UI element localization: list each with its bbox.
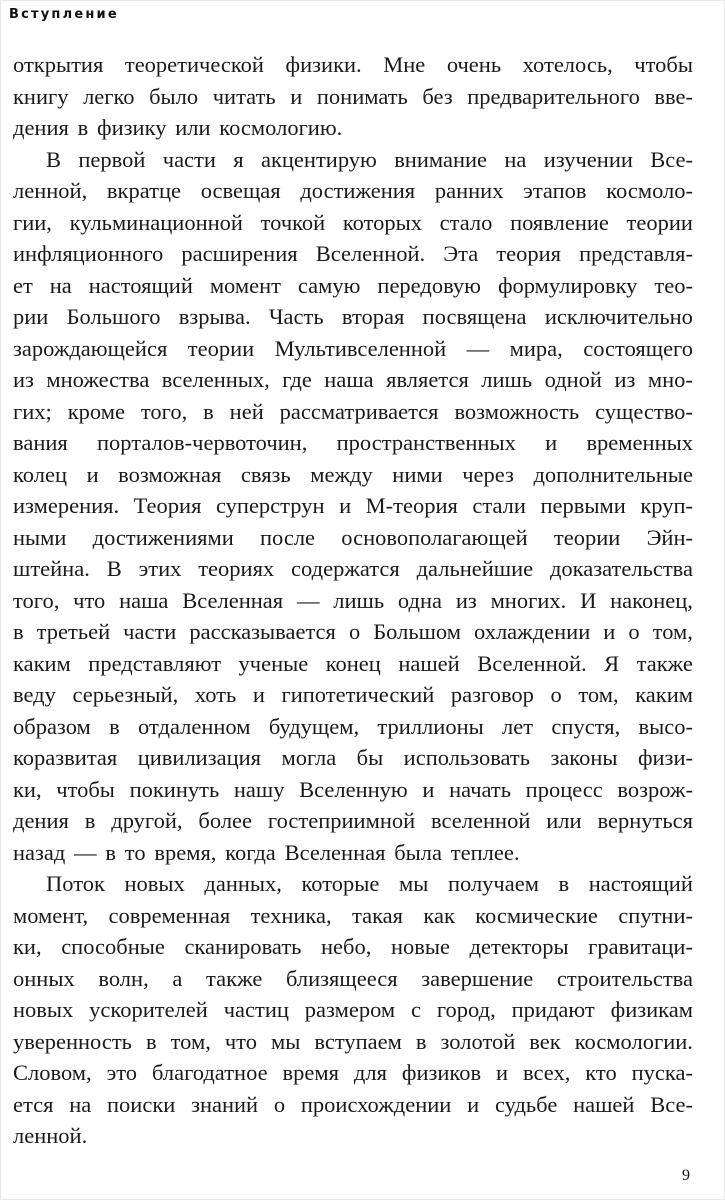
text-line: из множества вселенных, где наша является лишь одной из мно-	[13, 367, 693, 392]
text-line: штейна. В этих теориях содержатся дальнейшие доказательства	[13, 556, 693, 581]
text-line: того, что наша Вселенная — лишь одна из многих. И наконец,	[13, 587, 693, 613]
text-line: В первой части я акцентирую внимание на изучении Все-	[46, 146, 693, 172]
text-line: зарождающейся теории Мультивселенной — мира, состоящего	[13, 335, 693, 361]
text-line: веду серьезный, хоть и гипотетический разговор о том, каким	[13, 682, 693, 707]
text-line: ется на поиски знаний о происхождении и судьбе нашей Все-	[13, 1091, 693, 1117]
text-line: ет на настоящий момент самую передовую формулировку тео-	[13, 272, 693, 298]
text-line: коразвитая цивилизация могла бы использовать законы физи-	[13, 745, 693, 770]
text-line: открытия теоретической физики. Мне очень хотелось, чтобы	[13, 52, 693, 77]
text-line: назад — в то время, когда Вселенная была теплее.	[13, 839, 520, 865]
text-line: в третьей части рассказывается о Большом охлаждении и о том,	[13, 619, 693, 644]
text-line: гии, кульминационной точкой которых стало появление теории	[13, 209, 693, 235]
text-line: ленной.	[13, 1123, 88, 1148]
text-line: момент, современная техника, такая как космические спутни-	[13, 902, 693, 928]
page-number: 9	[682, 1167, 690, 1184]
text-line: книгу легко было читать и понимать без предварительного вве-	[13, 83, 693, 109]
text-line: уверенность в том, что мы вступаем в золотой век космологии.	[13, 1028, 693, 1054]
text-line: Словом, это благодатное время для физиков и всех, кто пуска-	[13, 1060, 693, 1085]
text-line: дения в другой, более гостеприимной вселенной или вернуться	[13, 808, 693, 833]
text-line: образом в отдаленном будущем, триллионы лет спустя, высо-	[13, 713, 693, 739]
text-line: измерения. Теория суперструн и М-теория стали первыми круп-	[13, 493, 693, 518]
text-line: онных волн, а также близящееся завершение строительства	[13, 965, 693, 991]
text-line: дения в физику или космологию.	[13, 115, 343, 140]
text-line: инфляционного расширения Вселенной. Эта теория представля-	[13, 241, 693, 266]
paragraph	[13, 144, 693, 869]
text-line: вания порталов-червоточин, пространственных и временных	[13, 430, 693, 455]
running-head: Вступление	[9, 7, 119, 22]
text-line: Поток новых данных, которые мы получаем в настоящий	[46, 871, 693, 896]
text-line: ки, чтобы покинуть нашу Вселенную и начать процесс возрож-	[13, 776, 693, 802]
body-text	[13, 49, 693, 1152]
text-line: ки, способные сканировать небо, новые детекторы гравитаци-	[13, 934, 693, 959]
text-line: рии Большого взрыва. Часть вторая посвящена исключительно	[13, 304, 693, 329]
text-line: колец и возможная связь между ними через дополнительные	[13, 461, 693, 487]
text-line: ленной, вкратце освещая достижения ранних этапов космоло-	[13, 178, 693, 203]
paragraph	[13, 49, 693, 144]
paragraph	[13, 868, 693, 1152]
text-line: новых ускорителей частиц размером с город, придают физикам	[13, 997, 693, 1022]
text-line: каким представляют ученые конец нашей Вселенной. Я также	[13, 650, 693, 676]
text-line: гих; кроме того, в ней рассматривается возможность существо-	[13, 398, 693, 424]
text-line: ными достижениями после основополагающей теории Эйн-	[13, 524, 693, 550]
